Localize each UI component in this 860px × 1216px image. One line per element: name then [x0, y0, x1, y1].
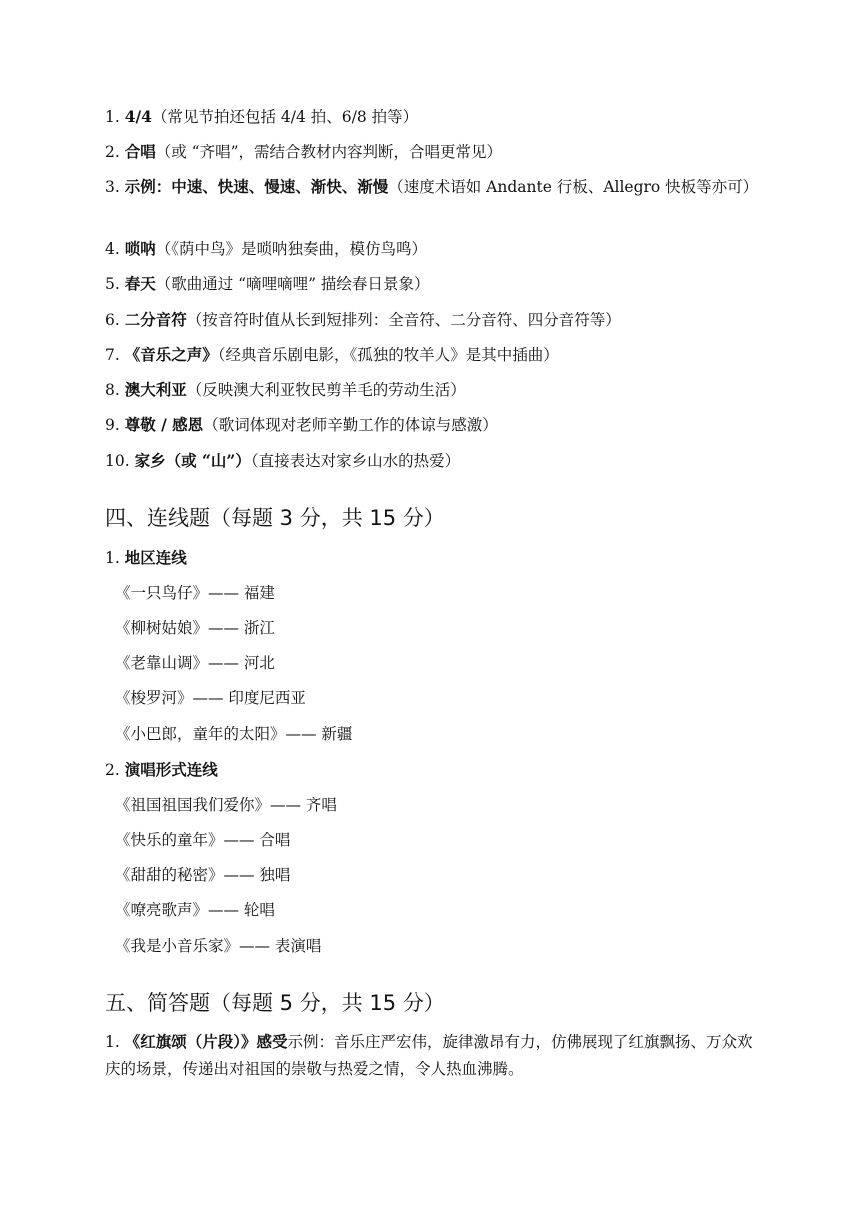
answer-item: 6. 二分音符（按音符时值从长到短排列：全音符、二分音符、四分音符等） — [105, 310, 621, 329]
match-item: 《小巴郎，童年的太阳》—— 新疆 — [115, 725, 353, 743]
answer-item: 8. 澳大利亚（反映澳大利亚牧民剪羊毛的劳动生活） — [105, 380, 466, 399]
answer-item: 10. 家乡（或 “山”）（直接表达对家乡山水的热爱） — [105, 451, 461, 470]
match-item: 《梭罗河》—— 印度尼西亚 — [115, 689, 306, 707]
match-item: 《我是小音乐家》—— 表演唱 — [115, 937, 322, 955]
answer-item: 5. 春天（歌曲通过 “嘀哩嘀哩” 描绘春日景象） — [105, 274, 430, 293]
answer-item: 7. 《音乐之声》（经典音乐剧电影，《孤独的牧羊人》是其中插曲） — [105, 345, 559, 364]
match-item: 《一只鸟仔》—— 福建 — [115, 584, 275, 602]
match-item: 《柳树姑娘》—— 浙江 — [115, 619, 275, 637]
answer-item: 4. 唢呐（《荫中鸟》是唢呐独奏曲，模仿鸟鸣） — [105, 239, 427, 258]
question-title: 1. 地区连线 — [105, 548, 187, 567]
match-item: 《祖国祖国我们爱你》—— 齐唱 — [115, 796, 337, 814]
match-item: 《老靠山调》—— 河北 — [115, 654, 275, 672]
answer-item: 1. 4/4（常见节拍还包括 4/4 拍、6/8 拍等） — [105, 107, 419, 126]
match-item: 《甜甜的秘密》—— 独唱 — [115, 866, 291, 884]
answer-item: 9. 尊敬 / 感恩（歌词体现对老师辛勤工作的体谅与感激） — [105, 415, 498, 434]
match-item: 《嘹亮歌声》—— 轮唱 — [115, 901, 275, 919]
question-title: 2. 演唱形式连线 — [105, 760, 218, 779]
answer-item: 2. 合唱（或 “齐唱”，需结合教材内容判断，合唱更常见） — [105, 142, 503, 161]
section-heading: 四、连线题（每题 3 分，共 15 分） — [105, 506, 445, 530]
section-heading: 五、简答题（每题 5 分，共 15 分） — [105, 991, 445, 1015]
short-answer-item: 1. 《红旗颂（片段）》感受示例：音乐庄严宏伟，旋律激昂有力，仿佛展现了红旗飘扬、万众欢庆的场景，传递出对祖国的崇敬与热爱之情，令人热血沸腾。 — [105, 1032, 753, 1078]
answer-item: 3. 示例：中速、快速、慢速、渐快、渐慢（速度术语如 Andante 行板、Allegro 快板等亦可） — [105, 177, 759, 196]
match-item: 《快乐的童年》—— 合唱 — [115, 831, 291, 849]
